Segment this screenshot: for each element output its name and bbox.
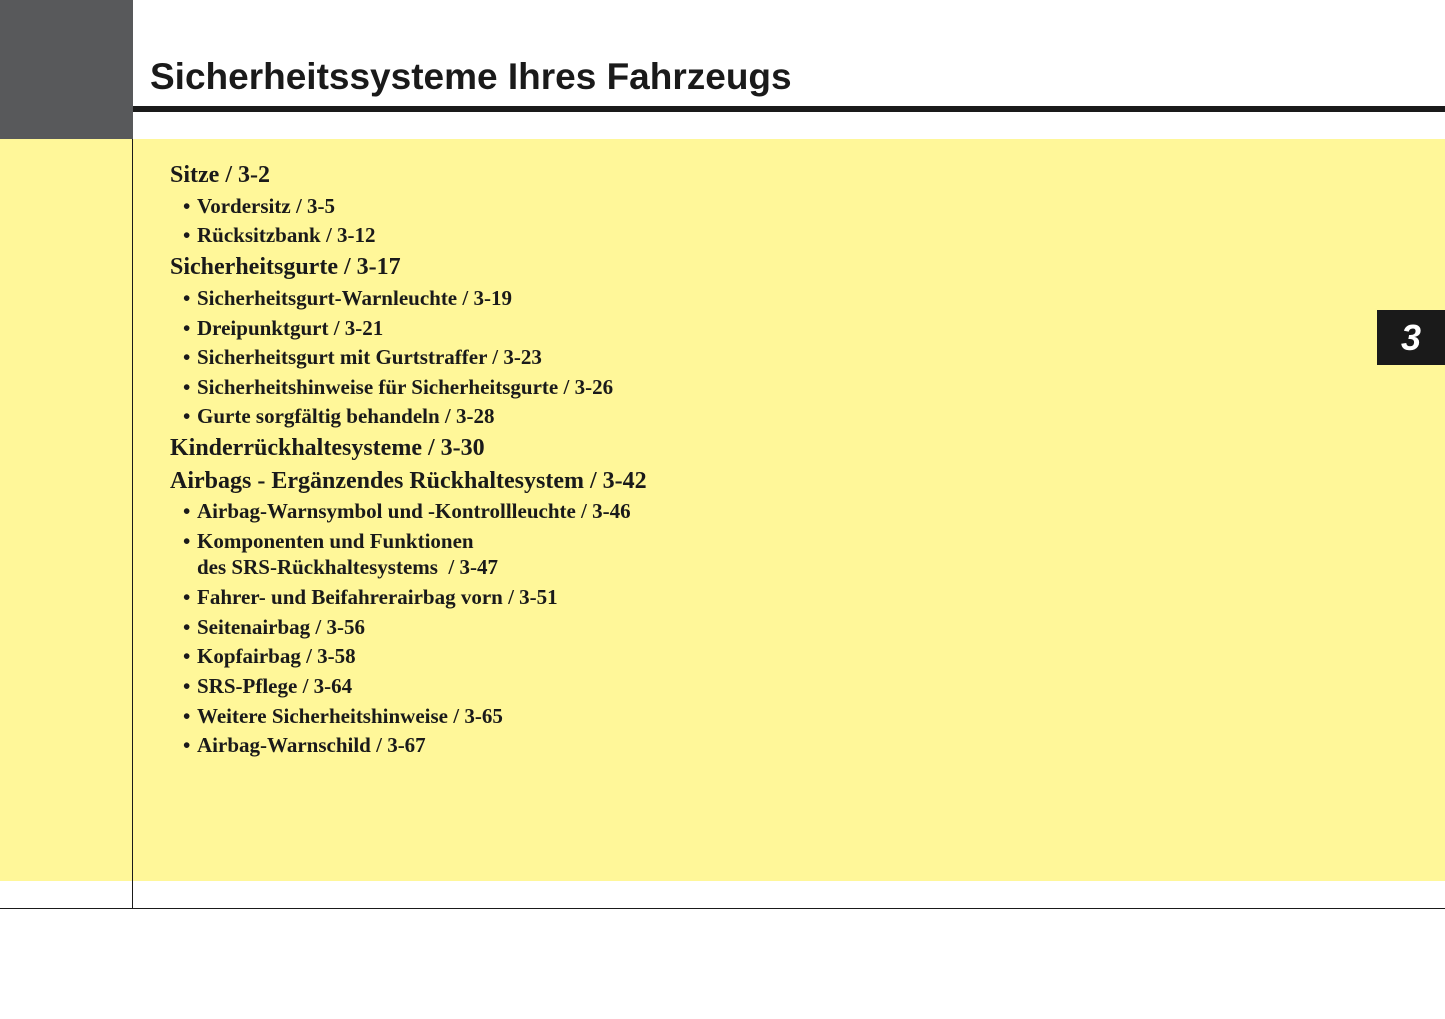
toc-entry-label: SRS-Pflege / 3-64 xyxy=(197,674,353,698)
toc-subentry[interactable] xyxy=(183,318,383,339)
chapter-tab[interactable]: 3 xyxy=(1377,310,1445,365)
toc-entry-label: Airbags - Ergänzendes Rückhaltesystem / 3-42 xyxy=(170,468,647,494)
toc-entry-label: Sicherheitsgurt mit Gurtstraffer / 3-23 xyxy=(197,345,542,369)
toc-section[interactable] xyxy=(170,436,485,460)
toc-subentry[interactable] xyxy=(183,706,503,727)
bullet-icon: • xyxy=(183,194,191,218)
bullet-icon: • xyxy=(183,644,191,668)
toc-subentry[interactable] xyxy=(183,587,558,608)
bullet-icon: • xyxy=(183,585,191,609)
toc-section[interactable] xyxy=(170,163,270,187)
toc-subentry[interactable] xyxy=(183,531,474,552)
toc-entry-label: Gurte sorgfältig behandeln / 3-28 xyxy=(197,404,495,428)
toc-entry-label: Rücksitzbank / 3-12 xyxy=(197,223,376,247)
bullet-icon: • xyxy=(183,223,191,247)
toc-subentry[interactable] xyxy=(183,676,352,697)
toc-entry-label: Kopfairbag / 3-58 xyxy=(197,644,356,668)
bullet-icon: • xyxy=(183,316,191,340)
toc-subentry[interactable] xyxy=(183,501,631,522)
bullet-icon: • xyxy=(183,529,191,553)
bullet-icon: • xyxy=(183,499,191,523)
toc-section[interactable] xyxy=(170,255,401,279)
bullet-icon: • xyxy=(183,674,191,698)
toc-subentry[interactable] xyxy=(183,225,376,246)
toc-entry-label: Komponenten und Funktionen xyxy=(197,529,474,553)
toc-entry-label: Fahrer- und Beifahrerairbag vorn / 3-51 xyxy=(197,585,558,609)
toc-entry-label: Sicherheitsgurte / 3-17 xyxy=(170,254,401,280)
toc-entry-label: des SRS-Rückhaltesystems / 3-47 xyxy=(197,555,499,579)
toc-entry-label: Sitze / 3-2 xyxy=(170,162,270,188)
toc-entry-label: Sicherheitshinweise für Sicherheitsgurte / 3-26 xyxy=(197,375,614,399)
bullet-icon: • xyxy=(183,704,191,728)
toc-subentry[interactable] xyxy=(183,617,365,638)
toc-subentry-continuation[interactable] xyxy=(197,557,498,578)
toc-entry-label: Airbag-Warnsymbol und -Kontrollleuchte / 3-46 xyxy=(197,499,631,523)
bullet-icon: • xyxy=(183,404,191,428)
toc-subentry[interactable] xyxy=(183,646,356,667)
toc-subentry[interactable] xyxy=(183,288,512,309)
bullet-icon: • xyxy=(183,345,191,369)
bullet-icon: • xyxy=(183,375,191,399)
toc-entry-label: Airbag-Warnschild / 3-67 xyxy=(197,733,426,757)
toc-entry-label: Kinderrückhaltesysteme / 3-30 xyxy=(170,435,485,461)
toc-entry-label: Weitere Sicherheitshinweise / 3-65 xyxy=(197,704,503,728)
toc-subentry[interactable] xyxy=(183,406,495,427)
toc-subentry[interactable] xyxy=(183,347,542,368)
toc-entry-label: Dreipunktgurt / 3-21 xyxy=(197,316,384,340)
toc-section[interactable] xyxy=(170,469,647,493)
page-title: Sicherheitssysteme Ihres Fahrzeugs xyxy=(150,56,792,97)
toc-subentry[interactable] xyxy=(183,377,613,398)
bullet-icon: • xyxy=(183,733,191,757)
toc-entry-label: Sicherheitsgurt-Warnleuchte / 3-19 xyxy=(197,286,512,310)
toc-subentry[interactable] xyxy=(183,735,426,756)
toc-entry-label: Seitenairbag / 3-56 xyxy=(197,615,365,639)
toc-entry-label: Vordersitz / 3-5 xyxy=(197,194,336,218)
bullet-icon: • xyxy=(183,615,191,639)
toc-subentry[interactable] xyxy=(183,196,335,217)
bullet-icon: • xyxy=(183,286,191,310)
